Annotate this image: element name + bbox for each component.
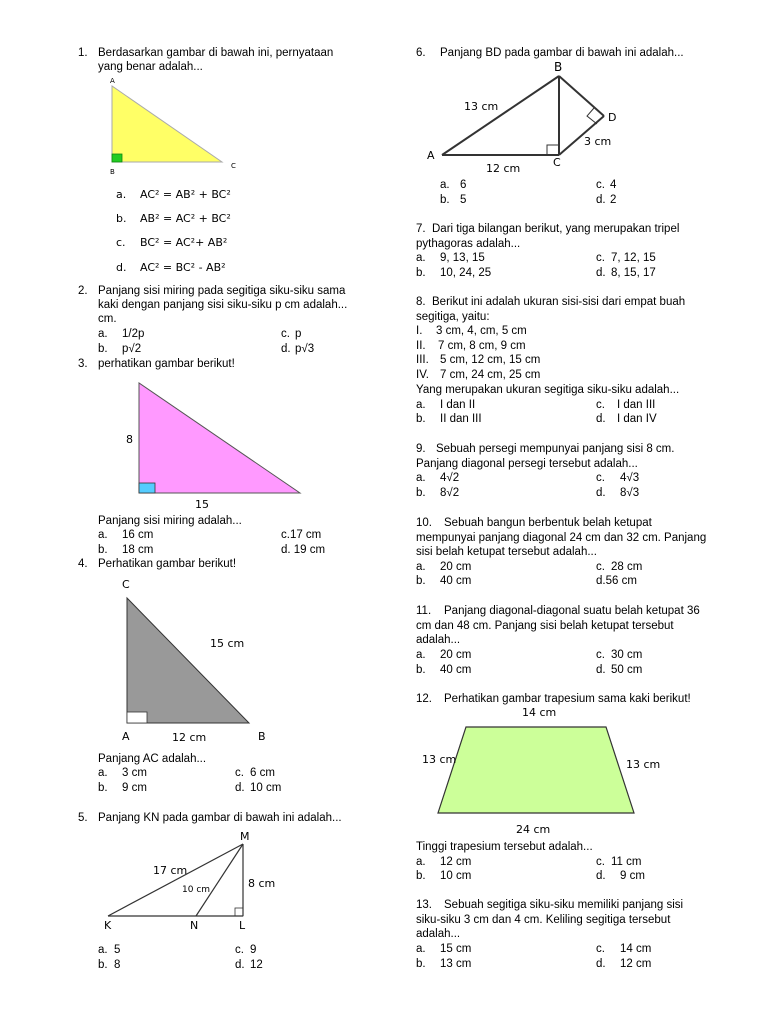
- option-a[interactable]: AC² = AB² + BC²: [140, 188, 231, 201]
- question-number: 5.: [78, 812, 88, 824]
- option-d[interactable]: 12: [250, 959, 263, 971]
- option-a[interactable]: 1/2p: [122, 328, 145, 340]
- question-number: 4.: [78, 558, 88, 570]
- item-roman: IV.: [416, 369, 430, 381]
- question-text: adalah...: [416, 928, 461, 940]
- vertex-b-label: B: [258, 730, 266, 743]
- option-b[interactable]: 8: [114, 959, 121, 971]
- question-number: 11.: [416, 605, 432, 617]
- question-text: Sebuah bangun berbentuk belah ketupat: [444, 517, 652, 529]
- vertex-d-label: D: [608, 111, 617, 124]
- option-key: a.: [416, 856, 426, 868]
- option-key: b.: [416, 958, 426, 970]
- option-key: d.: [596, 958, 606, 970]
- option-c[interactable]: 6 cm: [250, 767, 275, 779]
- option-key: b.: [440, 194, 450, 206]
- right-angle-marker: [127, 712, 147, 723]
- option-a[interactable]: 20 cm: [440, 561, 472, 573]
- option-key: a.: [416, 472, 426, 484]
- option-key: d.: [281, 343, 291, 355]
- option-d[interactable]: d.56 cm: [596, 575, 637, 587]
- vertex-a-label: A: [122, 730, 130, 743]
- option-b[interactable]: 8√2: [440, 487, 460, 499]
- option-c[interactable]: 4: [610, 179, 617, 191]
- option-key: d.: [235, 782, 245, 794]
- vertex-c-label: C: [231, 162, 236, 170]
- option-key: d.: [596, 664, 606, 676]
- question-prompt: Panjang AC adalah...: [98, 753, 207, 765]
- vertex-k-label: K: [104, 919, 112, 932]
- option-key: c.: [116, 236, 126, 249]
- option-c[interactable]: 30 cm: [611, 649, 643, 661]
- option-key: b.: [98, 782, 108, 794]
- side-horizontal-label: 15: [195, 498, 209, 511]
- nm-label: 10 cm: [182, 885, 211, 895]
- ab-label: 13 cm: [464, 100, 499, 113]
- question-number: 1.: [78, 47, 88, 59]
- option-key: b.: [98, 343, 108, 355]
- question-number: 13.: [416, 899, 432, 911]
- option-key: c.: [596, 399, 605, 411]
- right-side-label: 13 cm: [626, 758, 661, 771]
- question-prompt: Panjang sisi miring adalah...: [98, 515, 242, 527]
- question-text: Dari tiga bilangan berikut, yang merupakan tripel: [432, 223, 680, 235]
- option-c[interactable]: c.17 cm: [281, 529, 322, 541]
- option-b[interactable]: p√2: [122, 343, 142, 355]
- question-text: mempunyai panjang diagonal 24 cm dan 32 cm. Panjang: [416, 532, 707, 544]
- question-text: Berikut ini adalah ukuran sisi-sisi dari empat buah: [432, 296, 686, 308]
- option-c[interactable]: I dan III: [617, 399, 656, 411]
- option-key: a.: [98, 944, 108, 956]
- vertex-a-label: A: [427, 149, 435, 162]
- option-a[interactable]: 15 cm: [440, 943, 472, 955]
- right-angle-marker: [112, 154, 122, 162]
- option-key: b.: [416, 267, 426, 279]
- option-d[interactable]: p√3: [295, 343, 315, 355]
- option-a[interactable]: 6: [460, 179, 467, 191]
- question-text: Panjang BD pada gambar di bawah ini adalah...: [440, 47, 684, 59]
- option-key: c.: [235, 767, 244, 779]
- triangle-pink-figure: [120, 378, 310, 514]
- question-text: pythagoras adalah...: [416, 238, 521, 250]
- vertex-b-label: B: [554, 60, 563, 74]
- question-number: 10.: [416, 517, 432, 529]
- option-c[interactable]: 4√3: [620, 472, 640, 484]
- question-text: cm dan 48 cm. Panjang sisi belah ketupat tersebut: [416, 620, 674, 632]
- question-prompt: Yang merupakan ukuran segitiga siku-siku adalah...: [416, 384, 680, 396]
- item-text: 7 cm, 24 cm, 25 cm: [440, 369, 541, 381]
- question-number: 7.: [416, 223, 426, 235]
- question-text: Perhatikan gambar trapesium sama kaki berikut!: [444, 693, 691, 705]
- trapezoid-figure: [410, 700, 680, 840]
- option-b[interactable]: 40 cm: [440, 664, 472, 676]
- option-b[interactable]: 40 cm: [440, 575, 472, 587]
- item-text: 3 cm, 4, cm, 5 cm: [436, 325, 527, 337]
- option-key: a.: [98, 767, 108, 779]
- question-text: Berdasarkan gambar di bawah ini, pernyataan: [98, 47, 334, 59]
- option-a[interactable]: 16 cm: [122, 529, 154, 541]
- option-b[interactable]: II dan III: [440, 413, 482, 425]
- option-a[interactable]: 20 cm: [440, 649, 472, 661]
- option-a[interactable]: 9, 13, 15: [440, 252, 485, 264]
- option-d[interactable]: 8√3: [620, 487, 640, 499]
- question-text: siku-siku 3 cm dan 4 cm. Keliling segitiga tersebut: [416, 914, 671, 926]
- base-label: 12 cm: [172, 731, 207, 744]
- option-c[interactable]: 14 cm: [620, 943, 652, 955]
- option-key: c.: [596, 943, 605, 955]
- option-a[interactable]: 4√2: [440, 472, 460, 484]
- vertex-a-label: A: [110, 77, 115, 85]
- vertex-l-label: L: [239, 919, 246, 932]
- option-key: a.: [416, 943, 426, 955]
- question-text: yang benar adalah...: [98, 61, 203, 73]
- option-b[interactable]: 10, 24, 25: [440, 267, 492, 279]
- option-c[interactable]: 9: [250, 944, 257, 956]
- option-key: c.: [281, 328, 290, 340]
- option-d[interactable]: 8, 15, 17: [611, 267, 656, 279]
- option-key: c.: [596, 561, 605, 573]
- item-roman: I.: [416, 325, 423, 337]
- hypotenuse-label: 15 cm: [210, 637, 245, 650]
- option-key: b.: [416, 575, 426, 587]
- vertex-n-label: N: [190, 919, 199, 932]
- question-number: 2.: [78, 285, 88, 297]
- option-b[interactable]: 13 cm: [440, 958, 472, 970]
- vertex-c-label: C: [553, 156, 561, 169]
- triangle-shape: [139, 383, 300, 493]
- side-vertical-label: 8: [126, 433, 133, 446]
- option-d[interactable]: 50 cm: [611, 664, 643, 676]
- option-key: a.: [440, 179, 450, 191]
- vertex-b-label: B: [110, 168, 115, 176]
- triangle-kml-figure: [100, 828, 290, 936]
- option-key: c.: [596, 179, 605, 191]
- option-key: b.: [416, 487, 426, 499]
- ac-label: 12 cm: [486, 162, 521, 175]
- km-label: 17 cm: [153, 864, 188, 877]
- question-text: Sebuah persegi mempunyai panjang sisi 8 cm.: [436, 443, 675, 455]
- option-key: c.: [596, 472, 605, 484]
- question-text: Panjang diagonal persegi tersebut adalah...: [416, 458, 638, 470]
- option-key: d.: [596, 413, 606, 425]
- vertex-m-label: M: [240, 830, 250, 843]
- trapezoid-shape: [438, 727, 634, 813]
- option-c[interactable]: p: [295, 328, 302, 340]
- question-text: Panjang KN pada gambar di bawah ini adalah...: [98, 812, 342, 824]
- question-number: 8.: [416, 296, 426, 308]
- question-text: perhatikan gambar berikut!: [98, 358, 235, 370]
- option-b[interactable]: 9 cm: [122, 782, 147, 794]
- cd-label: 3 cm: [584, 135, 612, 148]
- item-text: 7 cm, 8 cm, 9 cm: [438, 340, 526, 352]
- item-text: 5 cm, 12 cm, 15 cm: [440, 354, 541, 366]
- left-side-label: 13 cm: [422, 753, 457, 766]
- option-key: a.: [416, 399, 426, 411]
- option-b[interactable]: 18 cm: [122, 544, 154, 556]
- option-c[interactable]: 11 cm: [611, 856, 642, 868]
- option-a[interactable]: 12 cm: [440, 856, 472, 868]
- triangle-shape: [112, 86, 222, 162]
- question-text: Sebuah segitiga siku-siku memiliki panjang sisi: [444, 899, 684, 911]
- option-key: d.: [596, 267, 606, 279]
- question-number: 12.: [416, 693, 432, 705]
- option-key: c.: [596, 856, 605, 868]
- option-key: c.: [596, 252, 605, 264]
- item-roman: III.: [416, 354, 429, 366]
- triangle-gray-figure: [110, 572, 280, 748]
- option-d[interactable]: 12 cm: [620, 958, 652, 970]
- question-number: 9.: [416, 443, 426, 455]
- vertex-c-label: C: [122, 578, 130, 591]
- triangle-abcd-figure: [424, 58, 624, 178]
- option-key: d.: [235, 959, 245, 971]
- option-key: b.: [416, 413, 426, 425]
- option-key: c.: [235, 944, 244, 956]
- right-angle-marker: [139, 483, 155, 493]
- question-prompt: Tinggi trapesium tersebut adalah...: [416, 841, 593, 853]
- question-text: kaki dengan panjang sisi siku-siku p cm adalah...: [98, 299, 348, 311]
- option-key: d.: [116, 261, 127, 274]
- option-key: c.: [596, 649, 605, 661]
- question-text: sisi belah ketupat tersebut adalah...: [416, 546, 597, 558]
- option-key: b.: [116, 212, 127, 225]
- option-key: a.: [416, 649, 426, 661]
- question-text: Panjang sisi miring pada segitiga siku-siku sama: [98, 285, 346, 297]
- option-key: d.: [596, 870, 606, 882]
- question-number: 3.: [78, 358, 88, 370]
- triangle-shape: [127, 598, 249, 723]
- question-text: Perhatikan gambar berikut!: [98, 558, 237, 570]
- option-c[interactable]: 28 cm: [611, 561, 643, 573]
- option-b[interactable]: AB² = AC² + BC²: [140, 212, 231, 225]
- option-key: b.: [98, 959, 108, 971]
- option-c[interactable]: BC² = AC²+ AB²: [140, 236, 228, 249]
- option-key: b.: [98, 544, 108, 556]
- bottom-side-label: 24 cm: [516, 823, 551, 836]
- option-a[interactable]: 3 cm: [122, 767, 147, 779]
- option-d[interactable]: 10 cm: [250, 782, 282, 794]
- top-side-label: 14 cm: [522, 706, 557, 719]
- option-key: a.: [416, 561, 426, 573]
- ml-label: 8 cm: [248, 877, 276, 890]
- question-number: 6.: [416, 47, 426, 59]
- question-text: Panjang diagonal-diagonal suatu belah ketupat 36: [444, 605, 700, 617]
- triangle-abc-figure: [100, 74, 260, 178]
- option-b[interactable]: 10 cm: [440, 870, 472, 882]
- option-d[interactable]: AC² = BC² - AB²: [140, 261, 226, 274]
- option-b[interactable]: 5: [460, 194, 467, 206]
- option-a[interactable]: 5: [114, 944, 121, 956]
- option-key: b.: [416, 664, 426, 676]
- option-d[interactable]: 9 cm: [620, 870, 645, 882]
- option-a[interactable]: I dan II: [440, 399, 476, 411]
- option-key: d.: [596, 194, 606, 206]
- option-key: a.: [116, 188, 127, 201]
- option-d[interactable]: I dan IV: [617, 413, 657, 425]
- question-text: cm.: [98, 313, 117, 325]
- option-key: a.: [416, 252, 426, 264]
- option-key: b.: [416, 870, 426, 882]
- option-d[interactable]: 2: [610, 194, 617, 206]
- option-d[interactable]: d. 19 cm: [281, 544, 326, 556]
- question-text: adalah...: [416, 634, 461, 646]
- option-key: d.: [596, 487, 606, 499]
- option-key: a.: [98, 328, 108, 340]
- question-text: segitiga, yaitu:: [416, 311, 490, 323]
- item-roman: II.: [416, 340, 426, 352]
- option-key: a.: [98, 529, 108, 541]
- option-c[interactable]: 7, 12, 15: [611, 252, 656, 264]
